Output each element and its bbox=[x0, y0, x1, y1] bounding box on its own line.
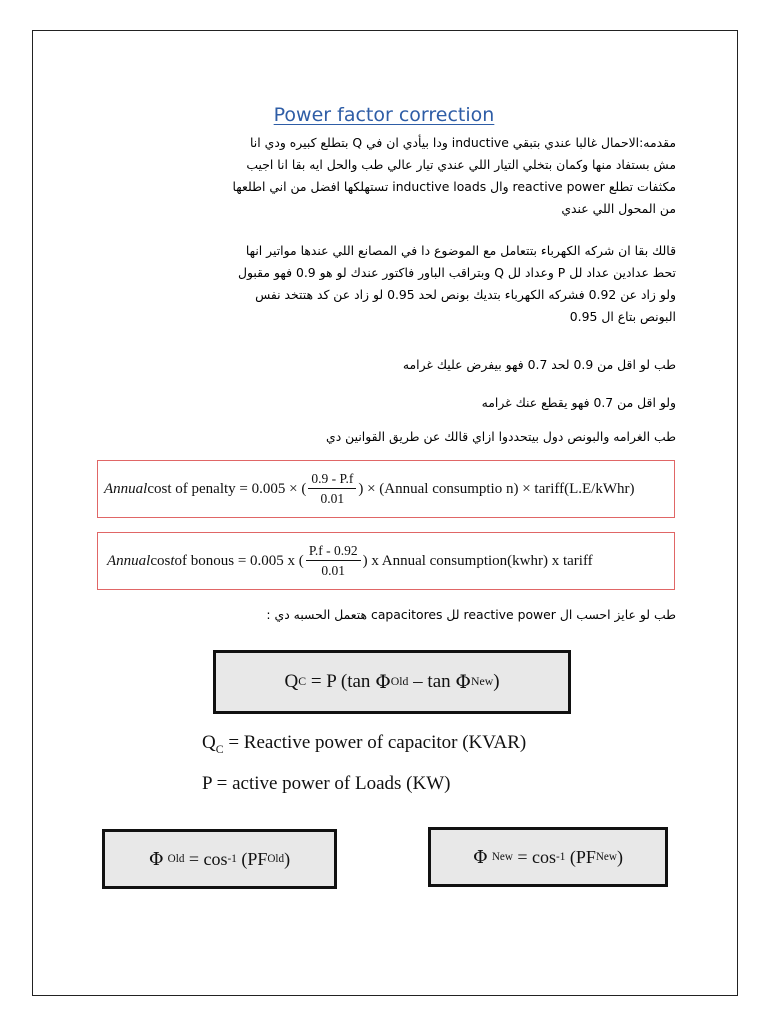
penalty-label: cost of penalty = 0.005 × ( bbox=[147, 480, 307, 497]
bonus-label-italic: Annual bbox=[107, 552, 151, 569]
phi-old-sub: Old bbox=[390, 675, 409, 688]
penalty-numerator: 0.9 - P.f bbox=[308, 471, 356, 489]
penalty-formula bbox=[97, 460, 675, 518]
phi-new-arg-sub: New bbox=[595, 851, 617, 863]
phi-symbol: Φ bbox=[375, 671, 391, 693]
qc-close: ) bbox=[493, 671, 500, 692]
phi-new-close: ) bbox=[616, 846, 623, 867]
bonus-label-t: t bbox=[170, 552, 175, 569]
page-title: Power factor correction bbox=[273, 104, 495, 126]
bonus-label-after: of bonous = 0.005 x ( bbox=[174, 552, 304, 569]
phi-old-inverse: -1 bbox=[227, 853, 237, 865]
intro-line: مش بستفاد منها وكمان بتخلي التيار اللي عندي تيار عالي طب والحل ايه بقا انا اجيب bbox=[246, 157, 676, 172]
p-definition: P = active power of Loads (KW) bbox=[202, 772, 451, 794]
phi-old-box bbox=[102, 829, 337, 889]
qc-minus: – tan bbox=[408, 671, 456, 692]
laws-line: طب الغرامه والبونص دول بيتحددوا ازاي قالك عن طريق القوانين دي bbox=[326, 429, 676, 444]
phi-new-inverse: -1 bbox=[556, 851, 566, 863]
phi-old-eq: = cos bbox=[184, 848, 228, 869]
company-line: قالك بقا ان شركه الكهرباء بتتعامل مع الموضوع دا في المصانع اللي عندها مواتير انها bbox=[245, 243, 676, 258]
phi-new-label: New bbox=[491, 851, 513, 863]
penalty-denominator: 0.01 bbox=[320, 491, 345, 506]
phi-new-arg: (PF bbox=[565, 846, 596, 867]
bonus-numerator: P.f - 0.92 bbox=[306, 543, 361, 561]
penalty-tail: ) × (Annual consumptio n) × tariff(L.E/kWhr) bbox=[358, 480, 635, 497]
company-line: تحط عدادين عداد لل P وعداد لل Q وبتراقب الباور فاكتور عندك لو هو 0.9 فهو مقبول bbox=[238, 265, 676, 280]
penalty-line: طب لو اقل من 0.9 لحد 0.7 فهو بيفرض عليك غرامه bbox=[402, 357, 676, 372]
qc-symbol: Q bbox=[284, 671, 299, 692]
qc-def-sub: C bbox=[215, 742, 224, 756]
phi-new-sub: New bbox=[470, 675, 494, 688]
intro-line: من المحول اللي عندي bbox=[561, 201, 676, 216]
penalty-fraction bbox=[308, 471, 356, 507]
qc-sub: C bbox=[298, 675, 307, 688]
phi-symbol: Φ bbox=[473, 846, 488, 868]
company-line: ولو زاد عن 0.92 فشركه الكهرباء بتديك بونص لحد 0.95 لو زاد عن كد هتتخد نفس bbox=[255, 287, 676, 302]
definitions bbox=[202, 726, 526, 801]
qc-formula-box bbox=[213, 650, 571, 714]
qc-def-symbol: Q bbox=[202, 732, 216, 753]
bonus-formula bbox=[97, 532, 675, 590]
capacitor-line: طب لو عايز احسب ال reactive power لل capacitores هتعمل الحسبه دي : bbox=[266, 607, 676, 622]
bonus-tail: ) x Annual consumption(kwhr) x tariff bbox=[362, 552, 593, 569]
bonus-label: cos bbox=[150, 552, 171, 569]
phi-old-label: Old bbox=[167, 853, 185, 865]
company-line: البونص بتاع ال 0.95 bbox=[569, 309, 676, 324]
cut-line: ولو اقل من 0.7 فهو يقطع عنك غرامه bbox=[481, 395, 676, 410]
phi-old-arg-sub: Old bbox=[267, 853, 285, 865]
qc-definition bbox=[202, 726, 526, 767]
intro-line: مقدمه:الاحمال غالبا عندي بتبقي inductive ودا بيأدي ان في Q بتطلع كبيره ودي انا bbox=[250, 135, 676, 150]
bonus-denominator: 0.01 bbox=[321, 563, 345, 578]
qc-eq: = P (tan bbox=[306, 671, 376, 692]
company-paragraph bbox=[86, 240, 676, 328]
phi-new-box bbox=[428, 827, 668, 887]
phi-symbol: Φ bbox=[148, 848, 164, 870]
bonus-fraction bbox=[306, 543, 361, 579]
phi-symbol: Φ bbox=[455, 671, 471, 693]
phi-new-eq: = cos bbox=[512, 846, 557, 867]
penalty-label-italic: Annual bbox=[104, 480, 148, 497]
qc-def-text: = Reactive power of capacitor (KVAR) bbox=[223, 732, 527, 753]
intro-line: مكثفات تطلع reactive power وال inductive loads تستهلكها افضل من اني اطلعها bbox=[232, 179, 676, 194]
phi-old-arg: (PF bbox=[236, 848, 268, 869]
phi-old-close: ) bbox=[284, 848, 291, 869]
intro-paragraph bbox=[86, 132, 676, 220]
